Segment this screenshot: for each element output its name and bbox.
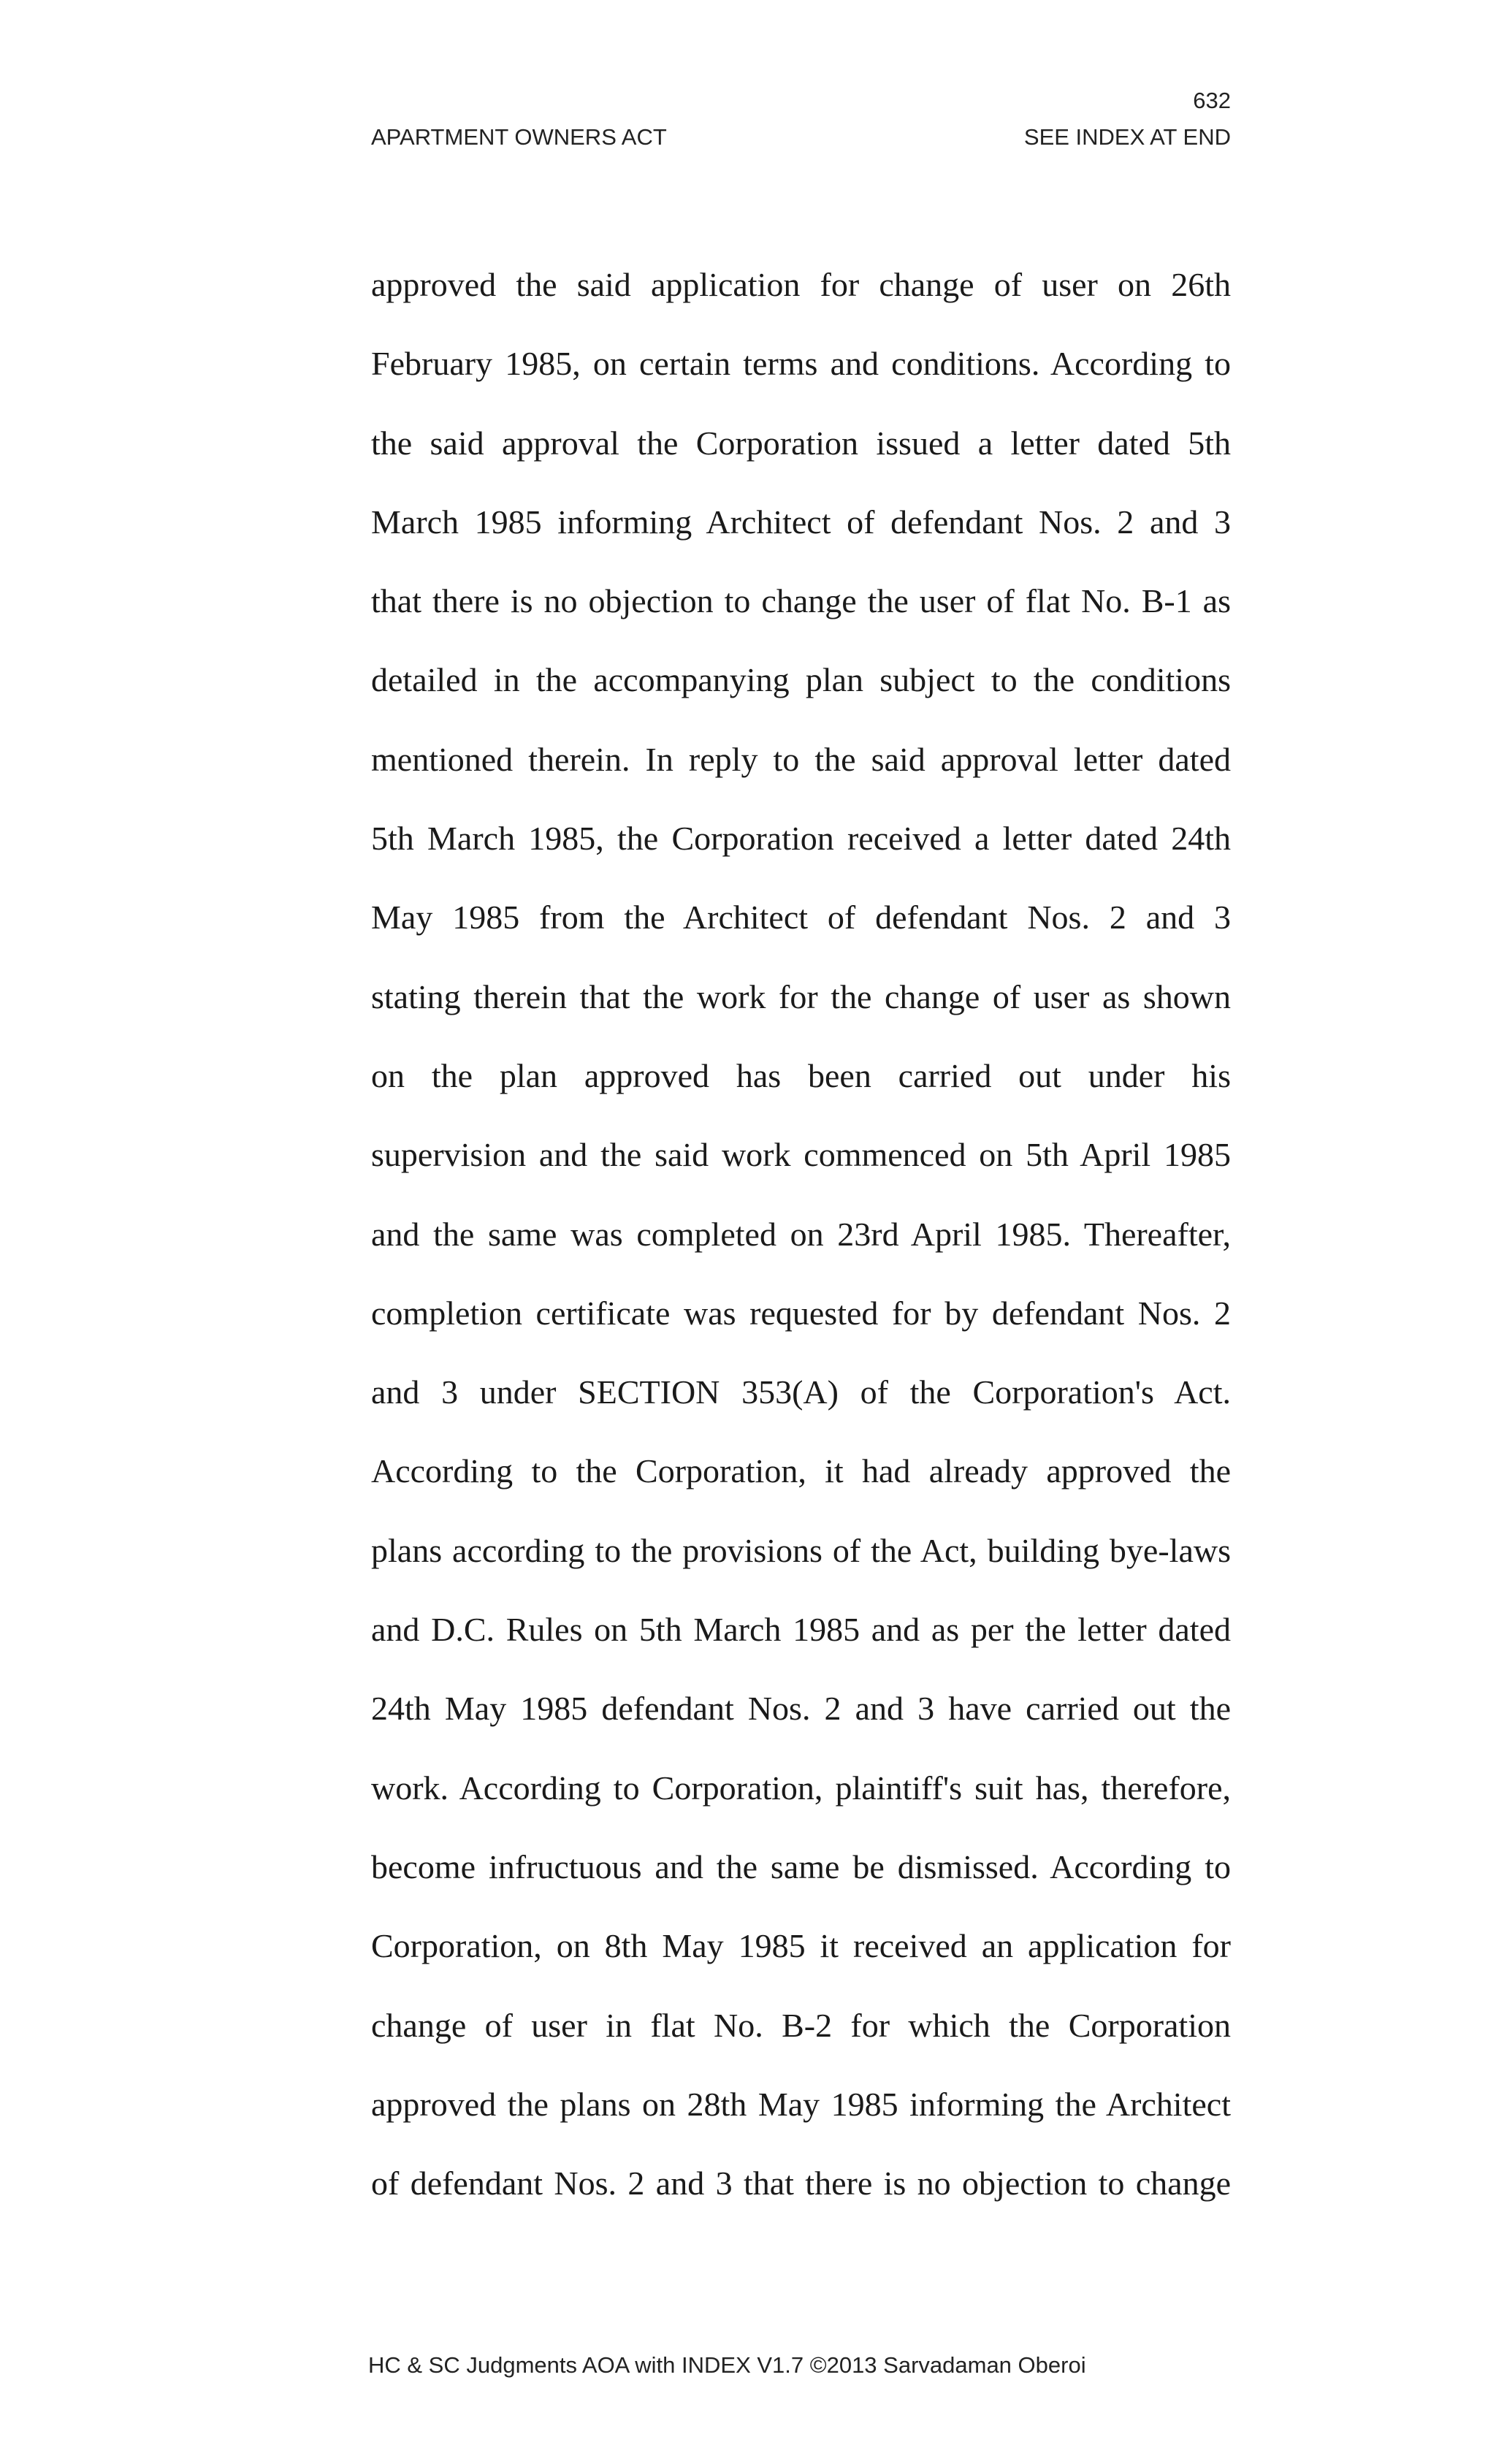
- running-header-index-note: SEE INDEX AT END: [1023, 124, 1231, 150]
- text-line: and D.C. Rules on 5th March 1985 and as per the letter dated: [371, 1611, 1231, 1649]
- text-line: detailed in the accompanying plan subject to the conditions: [371, 661, 1231, 699]
- running-header-title: APARTMENT OWNERS ACT: [371, 124, 667, 150]
- text-line: that there is no objection to change the user of flat No. B-1 as: [371, 582, 1231, 620]
- judgment-body-text: [371, 263, 1231, 2240]
- text-line: and 3 under SECTION 353(A) of the Corporation's Act.: [371, 1373, 1231, 1411]
- text-line: According to the Corporation, it had already approved the: [371, 1452, 1231, 1490]
- text-line: February 1985, on certain terms and conditions. According to: [371, 345, 1231, 383]
- text-line: 24th May 1985 defendant Nos. 2 and 3 have carried out the: [371, 1690, 1231, 1728]
- text-line: change of user in flat No. B-2 for which the Corporation: [371, 2006, 1231, 2044]
- page-number: 632: [1193, 88, 1231, 113]
- text-line: become infructuous and the same be dismissed. According to: [371, 1847, 1231, 1885]
- text-line: the said approval the Corporation issued a letter dated 5th: [371, 424, 1231, 462]
- text-line: of defendant Nos. 2 and 3 that there is no objection to change: [371, 2164, 1231, 2202]
- text-line: and the same was completed on 23rd April 1985. Thereafter,: [371, 1215, 1231, 1253]
- text-line: Corporation, on 8th May 1985 it received an application for: [371, 1927, 1231, 1965]
- text-line: May 1985 from the Architect of defendant Nos. 2 and 3: [371, 899, 1231, 937]
- text-line: work. According to Corporation, plaintiff's suit has, therefore,: [371, 1769, 1231, 1807]
- text-line: 5th March 1985, the Corporation received a letter dated 24th: [371, 820, 1231, 858]
- text-line: on the plan approved has been carried out under his: [371, 1056, 1231, 1094]
- text-line: stating therein that the work for the change of user as shown: [371, 977, 1231, 1015]
- text-line: approved the said application for change of user on 26th: [371, 266, 1231, 303]
- text-line: mentioned therein. In reply to the said approval letter dated: [371, 740, 1231, 778]
- text-line: completion certificate was requested for by defendant Nos. 2: [371, 1294, 1231, 1332]
- text-line: approved the plans on 28th May 1985 informing the Architect: [371, 2085, 1231, 2123]
- page-footer: HC & SC Judgments AOA with INDEX V1.7 ©2013 Sarvadaman Oberoi: [368, 2352, 1086, 2378]
- text-line: March 1985 informing Architect of defendant Nos. 2 and 3: [371, 503, 1231, 541]
- text-line: supervision and the said work commenced on 5th April 1985: [371, 1136, 1231, 1174]
- text-line: plans according to the provisions of the Act, building bye-laws: [371, 1531, 1231, 1569]
